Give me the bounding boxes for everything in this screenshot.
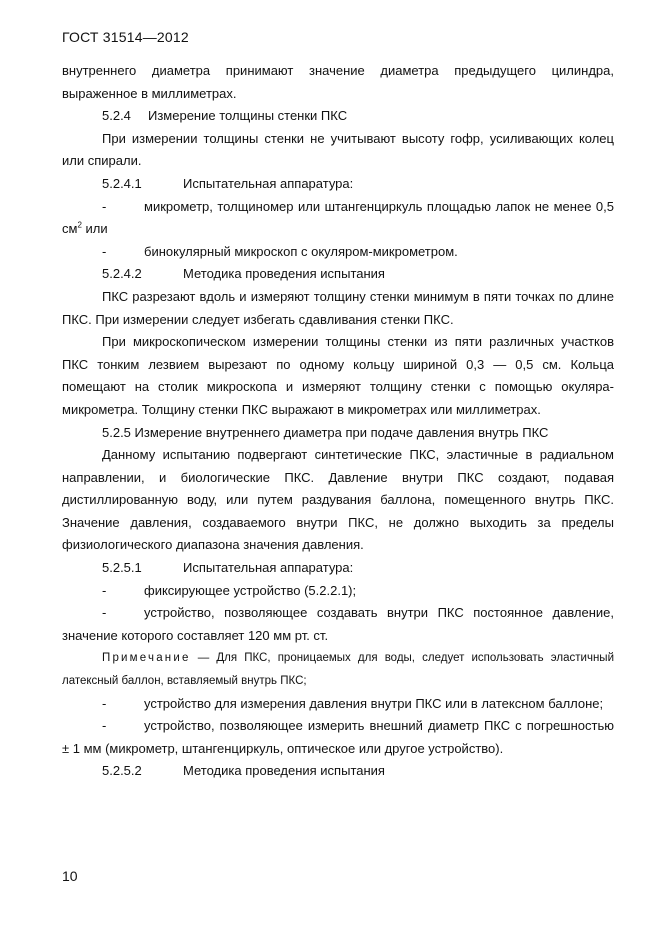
paragraph: При микроскопическом измерении толщины стенки из пяти различных участков ПКС тонким лезвием вырезают по одному кольцу шириной 0,3 — 0,5 см. Кольца помещают на столик микроскопа и измеряют толщину стенки с помощью окуляра-микрометра. Толщину стенки ПКС выражают в микрометрах или миллиметрах.: [62, 334, 614, 417]
paragraph: внутреннего диаметра принимают значение диаметра предыдущего цилиндра, выраженное в миллиметрах.: [62, 63, 614, 101]
section-heading-5-2-5-2: [62, 760, 614, 783]
note: [62, 647, 614, 692]
list-item-text: бинокулярный микроскоп с окуляром-микрометром.: [144, 243, 458, 259]
list-item: [62, 602, 614, 647]
page-number: 10: [62, 868, 78, 884]
list-dash: -: [102, 243, 107, 259]
list-item-text: устройство для измерения давления внутри ПКС или в латексном баллоне;: [144, 695, 604, 711]
section-number: 5.2.5.2: [102, 763, 142, 779]
section-heading-5-2-5-1: [62, 557, 614, 580]
section-title: Измерение толщины стенки ПКС: [148, 108, 348, 124]
list-item: [62, 715, 614, 760]
paragraph: При измерении толщины стенки не учитывают высоту гофр, усиливающих колец или спирали.: [62, 130, 614, 169]
section-heading-5-2-4: [62, 105, 614, 128]
section-heading-5-2-5: 5.2.5 Измерение внутреннего диаметра при подаче давления внутрь ПКС: [102, 424, 549, 440]
note-text: — Для ПКС, проницаемых для воды, следует использовать эластичный латексный баллон, вставляемый внутрь ПКС;: [62, 652, 614, 688]
list-item-text: микрометр, толщиномер или штангенциркуль площадью лапок не менее 0,5 см: [62, 198, 614, 237]
document-body: [62, 60, 614, 783]
list-item: [62, 241, 614, 264]
list-item-text: устройство, позволяющее измерить внешний диаметр ПКС с погрешностью ± 1 мм (микрометр, штангенциркуль, оптическое или другое устройство).: [62, 718, 614, 756]
list-dash: -: [102, 605, 107, 621]
list-item-text-end: или: [81, 221, 108, 237]
list-dash: -: [102, 198, 107, 214]
section-heading-5-2-4-1: [62, 173, 614, 196]
document-header: ГОСТ 31514—2012: [62, 29, 189, 45]
section-number: 5.2.5.1: [102, 560, 142, 576]
section-heading-5-2-4-2: [62, 263, 614, 286]
note-label: Примечание: [102, 652, 191, 665]
section-title: Испытательная аппаратура:: [183, 175, 354, 191]
section-title: Испытательная аппаратура:: [183, 560, 354, 576]
list-item: [62, 693, 614, 716]
list-item: [62, 196, 614, 241]
section-number: 5.2.4: [102, 108, 131, 124]
list-item-text: устройство, позволяющее создавать внутри ПКС постоянное давление, значение которого составляет 120 мм рт. ст.: [62, 605, 614, 643]
list-item: [62, 580, 614, 603]
list-dash: -: [102, 695, 107, 711]
list-item-text: фиксирующее устройство (5.2.2.1);: [144, 582, 357, 598]
superscript: 2: [77, 220, 82, 230]
section-title: Методика проведения испытания: [183, 763, 385, 779]
list-dash: -: [102, 718, 107, 734]
paragraph: Данному испытанию подвергают синтетические ПКС, эластичные в радиальном направлении, и биологические ПКС. Давление внутри ПКС создают, подавая дистиллированную воду, или путем раздувания баллона, помещенного внутрь ПКС. Значение давления, создаваемого внутри ПКС, не должно выходить за пределы физиологического диапазона значения давления.: [62, 447, 614, 553]
section-number: 5.2.4.1: [102, 175, 142, 191]
section-number: 5.2.4.2: [102, 266, 142, 282]
list-dash: -: [102, 582, 107, 598]
section-title: Методика проведения испытания: [183, 266, 385, 282]
paragraph: ПКС разрезают вдоль и измеряют толщину стенки минимум в пяти точках по длине ПКС. При измерении следует избегать сдавливания стенки ПКС.: [62, 288, 614, 327]
